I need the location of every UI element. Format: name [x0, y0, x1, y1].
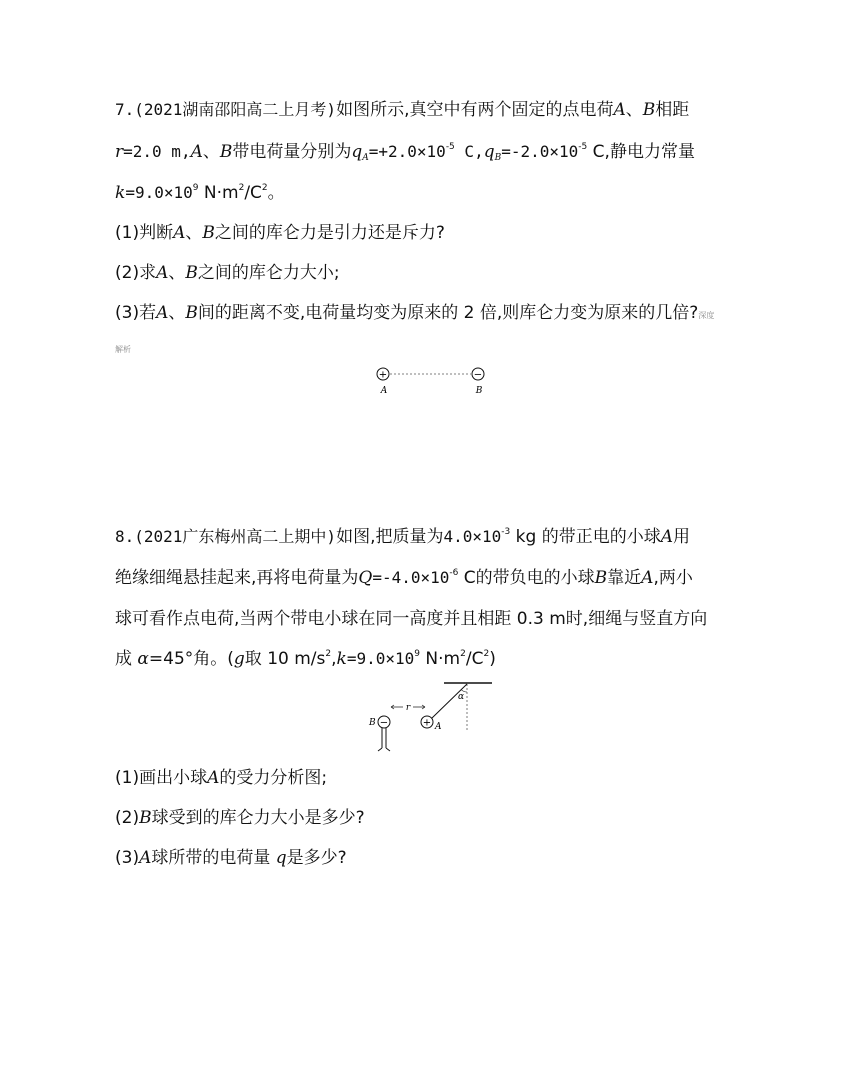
q7-tag-analysis: 解析 — [115, 345, 131, 354]
q7-line-3: $k=9.0\times 10^9$ $N\cdot m^2/C^2$。 — [115, 183, 285, 203]
q7-number: 7. — [115, 100, 135, 119]
ball-b-sign: − — [379, 717, 389, 729]
label-b: B — [369, 718, 376, 728]
ball-a-sign: + — [422, 717, 432, 729]
q7-subquestion-1: (1)判断A、B之间的库仑力是引力还是斥力? — [115, 223, 445, 243]
q7-line-1: 7.(2021湖南邵阳高二上月考)如图所示,真空中有两个固定的点电荷A、B相距 — [115, 100, 690, 120]
label-a: A — [380, 386, 388, 396]
q8-line-3: 球可看作点电荷,当两个带电小球在同一高度并且相距 0.3 m时,细绳与竖直方向 — [115, 609, 708, 629]
label-b: B — [475, 386, 483, 396]
q8-line-1: 8.(2021广东梅州高二上期中)如图,把质量为$4.0\times 10^{-3}$ kg 的带正电的小球A用 — [115, 527, 690, 547]
q7-subquestion-3: (3)若A、B间的距离不变,电荷量均变为原来的 2 倍,则库仑力变为原来的几倍?深度 — [115, 303, 715, 323]
q8-source: (2021广东梅州高二上期中) — [134, 527, 337, 546]
q8-number: 8. — [115, 527, 135, 546]
q8-subquestion-3: (3)A球所带的电荷量 q是多少? — [115, 848, 347, 868]
label-r: r — [405, 703, 411, 713]
q7-figure — [370, 362, 495, 400]
q8-figure — [366, 680, 494, 754]
label-a: A — [435, 722, 442, 732]
q8-subquestion-1: (1)画出小球A的受力分析图; — [115, 768, 328, 788]
q7-line-2: r=2.0 m,A、B带电荷量分别为$q_A=+2.0\times 10^{-5}$ $C,q_B=-2.0\times 10^{-5}$ C,静电力常量 — [115, 142, 695, 163]
q7-subquestion-2: (2)求A、B之间的库仑力大小; — [115, 263, 340, 283]
label-alpha: α — [458, 692, 465, 702]
q7-source: (2021湖南邵阳高二上月考) — [134, 100, 337, 119]
q8-subquestion-2: (2)B球受到的库仑力大小是多少? — [115, 808, 365, 828]
stand-base — [378, 748, 390, 751]
q7-tag-depth: 深度 — [698, 311, 715, 320]
q8-line-2: 绝缘细绳悬挂起来,再将电荷量为$Q=-4.0\times 10^{-6}$ C的带负电的小球B靠近A,两小 — [115, 568, 693, 588]
q8-line-4: 成 α=45°角。(g取 10 $m/s^2,k=9.0\times 10^9$ $N\cdot m^2/C^2$) — [115, 649, 496, 669]
charge-a-sign: + — [378, 369, 388, 381]
charge-b-sign: − — [473, 369, 483, 381]
